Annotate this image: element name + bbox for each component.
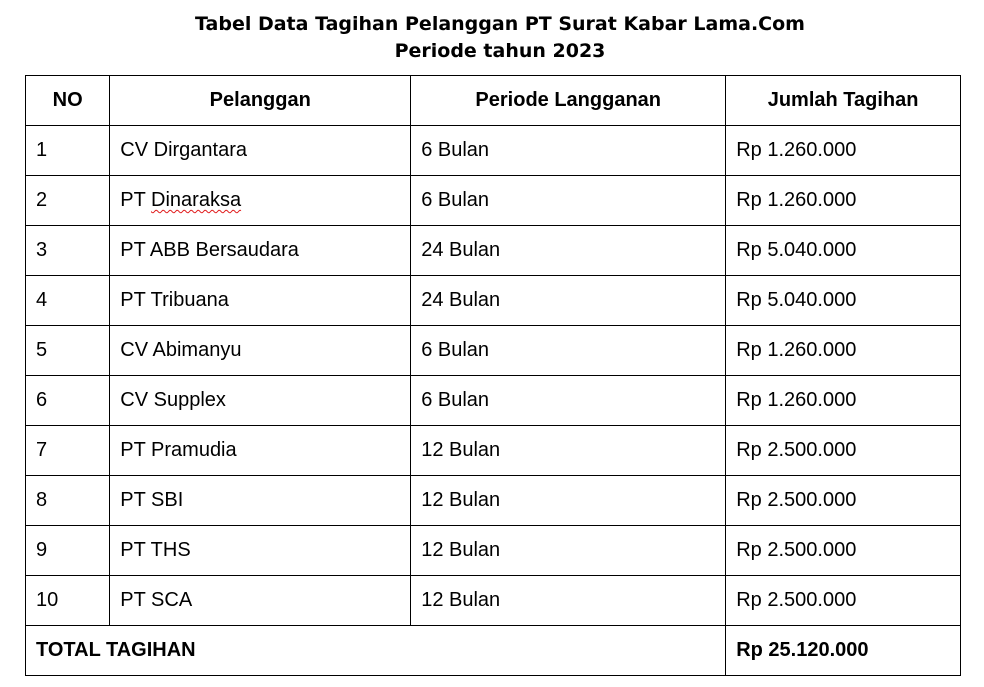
customer-prefix: PT bbox=[120, 489, 146, 511]
table-row bbox=[26, 176, 961, 226]
customer-name: THS bbox=[150, 539, 191, 561]
table-body bbox=[26, 126, 961, 626]
customer-prefix: CV bbox=[120, 389, 149, 411]
customer-name: Abimanyu bbox=[152, 339, 242, 361]
table-row bbox=[26, 326, 961, 376]
cell-periode: 6 Bulan bbox=[411, 326, 726, 376]
cell-jumlah: Rp 5.040.000 bbox=[726, 226, 961, 276]
cell-pelanggan bbox=[110, 126, 411, 176]
customer-prefix: PT bbox=[120, 189, 146, 211]
total-row bbox=[26, 626, 961, 676]
total-amount: Rp 25.120.000 bbox=[726, 626, 961, 676]
document-subtitle: Periode tahun 2023 bbox=[394, 40, 606, 62]
table-row bbox=[26, 226, 961, 276]
cell-jumlah: Rp 1.260.000 bbox=[726, 376, 961, 426]
total-label: TOTAL TAGIHAN bbox=[26, 626, 726, 676]
cell-periode: 6 Bulan bbox=[411, 176, 726, 226]
cell-periode: 24 Bulan bbox=[411, 226, 726, 276]
billing-table bbox=[25, 75, 961, 676]
table-row bbox=[26, 476, 961, 526]
cell-no: 2 bbox=[26, 176, 110, 226]
table-row bbox=[26, 376, 961, 426]
customer-prefix: PT bbox=[120, 539, 146, 561]
customer-prefix: PT bbox=[120, 589, 146, 611]
cell-no: 4 bbox=[26, 276, 110, 326]
customer-name: SBI bbox=[151, 489, 184, 511]
customer-prefix: PT bbox=[120, 289, 146, 311]
table-row bbox=[26, 576, 961, 626]
customer-prefix: CV bbox=[120, 139, 149, 161]
cell-jumlah: Rp 2.500.000 bbox=[726, 476, 961, 526]
header-no: NO bbox=[26, 76, 110, 126]
cell-periode: 12 Bulan bbox=[411, 526, 726, 576]
customer-name: Dirgantara bbox=[153, 139, 248, 161]
customer-prefix: PT bbox=[120, 239, 146, 261]
customer-name: SCA bbox=[151, 589, 193, 611]
customer-prefix: CV bbox=[120, 339, 149, 361]
cell-no: 5 bbox=[26, 326, 110, 376]
document-title: Tabel Data Tagihan Pelanggan PT Surat Kabar Lama.Com bbox=[195, 13, 805, 35]
cell-jumlah: Rp 2.500.000 bbox=[726, 526, 961, 576]
table-row bbox=[26, 276, 961, 326]
cell-pelanggan bbox=[110, 226, 411, 276]
cell-pelanggan bbox=[110, 526, 411, 576]
cell-pelanggan bbox=[110, 426, 411, 476]
cell-no: 9 bbox=[26, 526, 110, 576]
customer-prefix: PT bbox=[120, 439, 146, 461]
cell-no: 6 bbox=[26, 376, 110, 426]
cell-pelanggan bbox=[110, 276, 411, 326]
cell-jumlah: Rp 1.260.000 bbox=[726, 126, 961, 176]
cell-periode: 12 Bulan bbox=[411, 476, 726, 526]
customer-name: Supplex bbox=[153, 389, 226, 411]
table-row bbox=[26, 126, 961, 176]
cell-periode: 6 Bulan bbox=[411, 126, 726, 176]
cell-jumlah: Rp 2.500.000 bbox=[726, 426, 961, 476]
table-row bbox=[26, 526, 961, 576]
cell-jumlah: Rp 1.260.000 bbox=[726, 326, 961, 376]
cell-pelanggan bbox=[110, 176, 411, 226]
customer-name: Dinaraksa bbox=[151, 189, 242, 211]
cell-jumlah: Rp 2.500.000 bbox=[726, 576, 961, 626]
cell-jumlah: Rp 5.040.000 bbox=[726, 276, 961, 326]
cell-no: 8 bbox=[26, 476, 110, 526]
cell-no: 10 bbox=[26, 576, 110, 626]
cell-pelanggan bbox=[110, 376, 411, 426]
cell-periode: 24 Bulan bbox=[411, 276, 726, 326]
cell-no: 1 bbox=[26, 126, 110, 176]
cell-no: 3 bbox=[26, 226, 110, 276]
cell-periode: 12 Bulan bbox=[411, 576, 726, 626]
header-pelanggan: Pelanggan bbox=[110, 76, 411, 126]
customer-name: Tribuana bbox=[150, 289, 229, 311]
cell-pelanggan bbox=[110, 476, 411, 526]
cell-no: 7 bbox=[26, 426, 110, 476]
header-jumlah-tagihan: Jumlah Tagihan bbox=[726, 76, 961, 126]
header-periode-langganan: Periode Langganan bbox=[411, 76, 726, 126]
customer-name: Pramudia bbox=[151, 439, 237, 461]
table-row bbox=[26, 426, 961, 476]
cell-periode: 12 Bulan bbox=[411, 426, 726, 476]
customer-name: ABB Bersaudara bbox=[149, 239, 299, 261]
cell-jumlah: Rp 1.260.000 bbox=[726, 176, 961, 226]
table-header-row bbox=[26, 76, 961, 126]
cell-periode: 6 Bulan bbox=[411, 376, 726, 426]
cell-pelanggan bbox=[110, 326, 411, 376]
cell-pelanggan bbox=[110, 576, 411, 626]
